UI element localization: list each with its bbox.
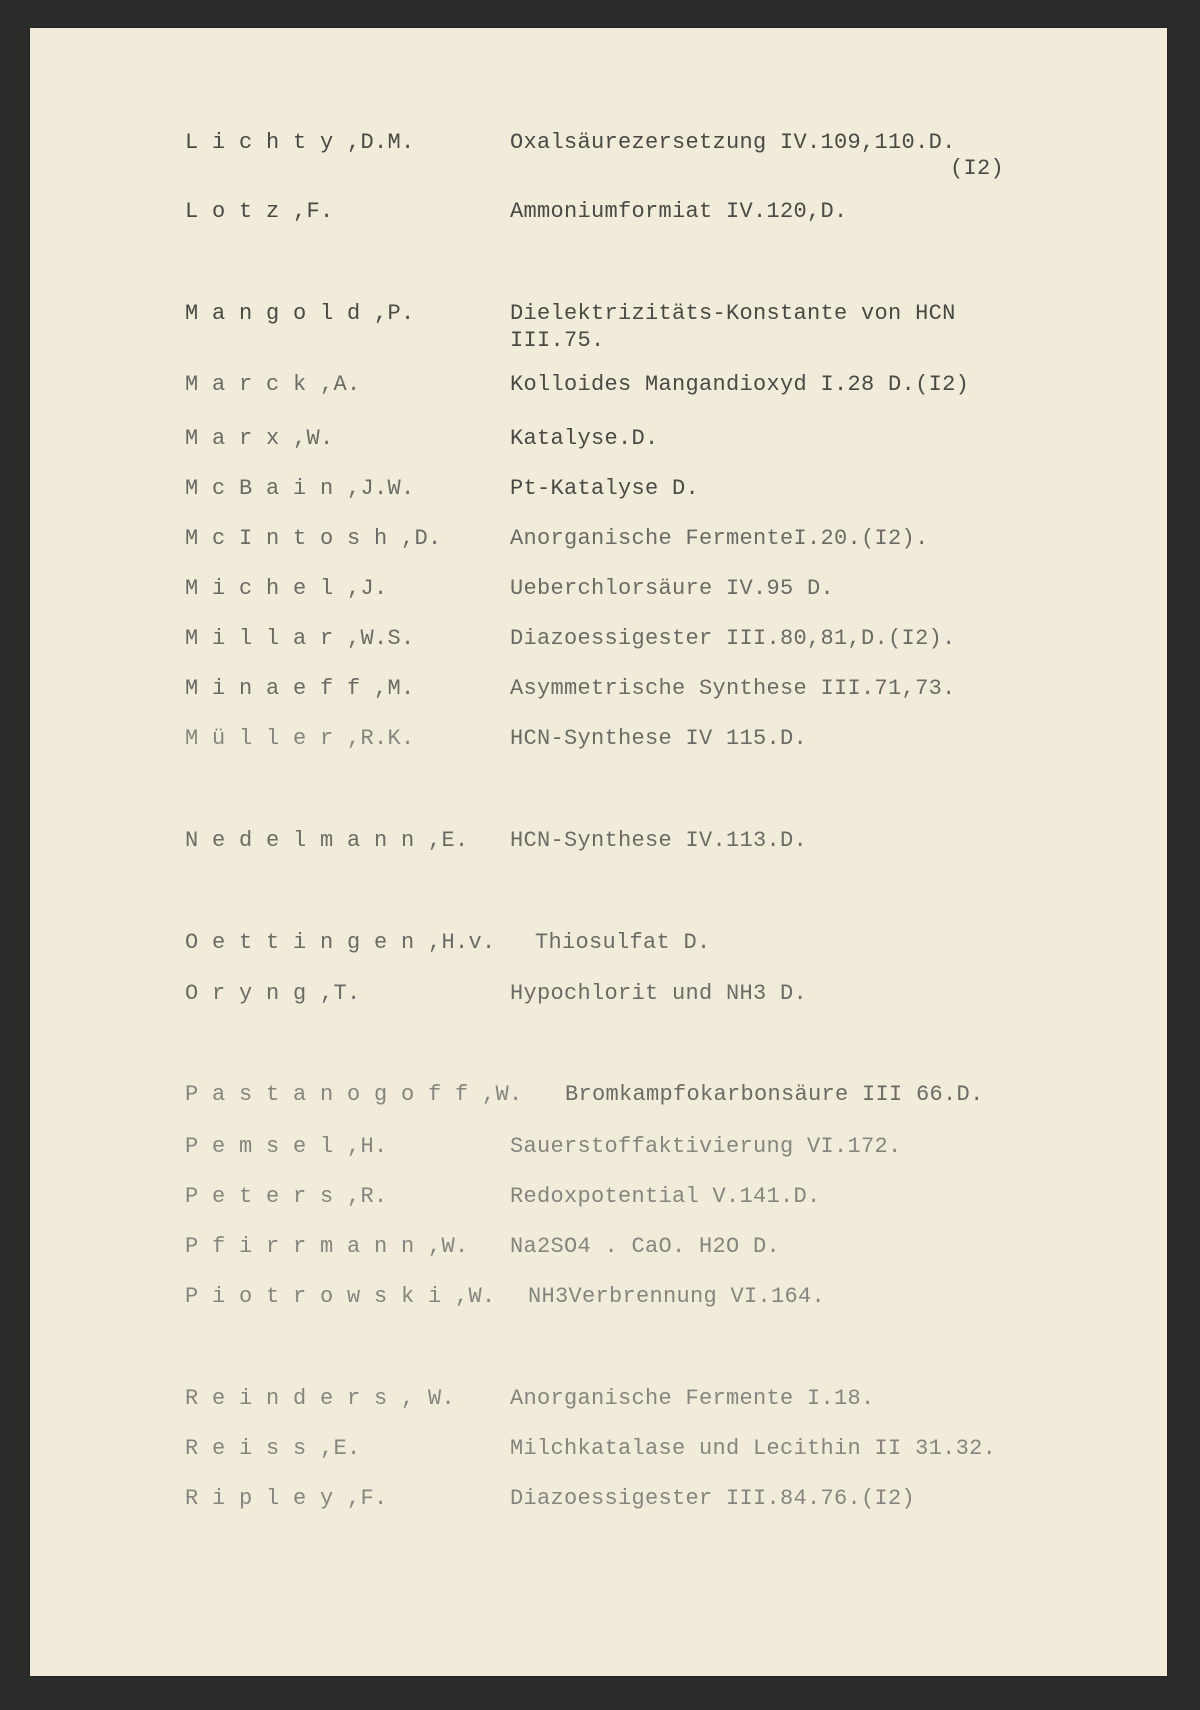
entry-description: Anorganische Fermente I.18.	[510, 1386, 875, 1411]
author-name: M a r c k ,A.	[185, 372, 361, 397]
entry-description: Thiosulfat D.	[535, 930, 711, 955]
entry-description: Hypochlorit und NH3 D.	[510, 981, 808, 1006]
author-name: P e m s e l ,H.	[185, 1134, 388, 1159]
entry-description: Sauerstoffaktivierung VI.172.	[510, 1134, 902, 1159]
entry-description: Ammoniumformiat IV.120,D.	[510, 199, 848, 224]
entry-description: Oxalsäurezersetzung IV.109,110.D.	[510, 130, 956, 155]
author-name: M i c h e l ,J.	[185, 576, 388, 601]
entry-description: Milchkatalase und Lecithin II 31.32.	[510, 1436, 997, 1461]
entry-description: Dielektrizitäts-Konstante von HCN	[510, 301, 956, 326]
entry-description: Redoxpotential V.141.D.	[510, 1184, 821, 1209]
author-name: M ü l l e r ,R.K.	[185, 726, 415, 751]
entry-description: Diazoessigester III.80,81,D.(I2).	[510, 626, 956, 651]
author-name: P e t e r s ,R.	[185, 1184, 388, 1209]
author-name: M i l l a r ,W.S.	[185, 626, 415, 651]
document-page	[30, 28, 1167, 1676]
author-name: N e d e l m a n n ,E.	[185, 828, 469, 853]
entry-description: HCN-Synthese IV 115.D.	[510, 726, 808, 751]
entry-description: Bromkampfokarbonsäure III 66.D.	[565, 1082, 984, 1107]
entry-description: HCN-Synthese IV.113.D.	[510, 828, 808, 853]
entry-continuation: (I2)	[950, 156, 1005, 181]
entry-continuation: III.75.	[510, 328, 605, 353]
author-name: M a r x ,W.	[185, 426, 334, 451]
entry-description: Kolloides Mangandioxyd I.28 D.(I2)	[510, 372, 970, 397]
author-name: L o t z ,F.	[185, 199, 334, 224]
author-name: O r y n g ,T.	[185, 981, 361, 1006]
entry-description: Katalyse.D.	[510, 426, 659, 451]
author-name: P f i r r m a n n ,W.	[185, 1234, 469, 1259]
author-name: P i o t r o w s k i ,W.	[185, 1284, 496, 1309]
author-name: O e t t i n g e n ,H.v.	[185, 930, 496, 955]
author-name: M i n a e f f ,M.	[185, 676, 415, 701]
author-name: R e i s s ,E.	[185, 1436, 361, 1461]
author-name: M a n g o l d ,P.	[185, 301, 415, 326]
author-name: P a s t a n o g o f f ,W.	[185, 1082, 523, 1107]
entry-description: Ueberchlorsäure IV.95 D.	[510, 576, 835, 601]
entry-description: Pt-Katalyse D.	[510, 476, 700, 501]
entry-description: NH3Verbrennung VI.164.	[528, 1284, 826, 1309]
author-name: M c B a i n ,J.W.	[185, 476, 415, 501]
author-name: R e i n d e r s , W.	[185, 1386, 456, 1411]
entry-description: Anorganische FermenteI.20.(I2).	[510, 526, 929, 551]
author-name: R i p l e y ,F.	[185, 1486, 388, 1511]
author-name: M c I n t o s h ,D.	[185, 526, 442, 551]
entry-description: Na2SO4 . CaO. H2O D.	[510, 1234, 781, 1259]
author-name: L i c h t y ,D.M.	[185, 130, 415, 155]
entry-description: Asymmetrische Synthese III.71,73.	[510, 676, 956, 701]
entry-description: Diazoessigester III.84.76.(I2)	[510, 1486, 916, 1511]
